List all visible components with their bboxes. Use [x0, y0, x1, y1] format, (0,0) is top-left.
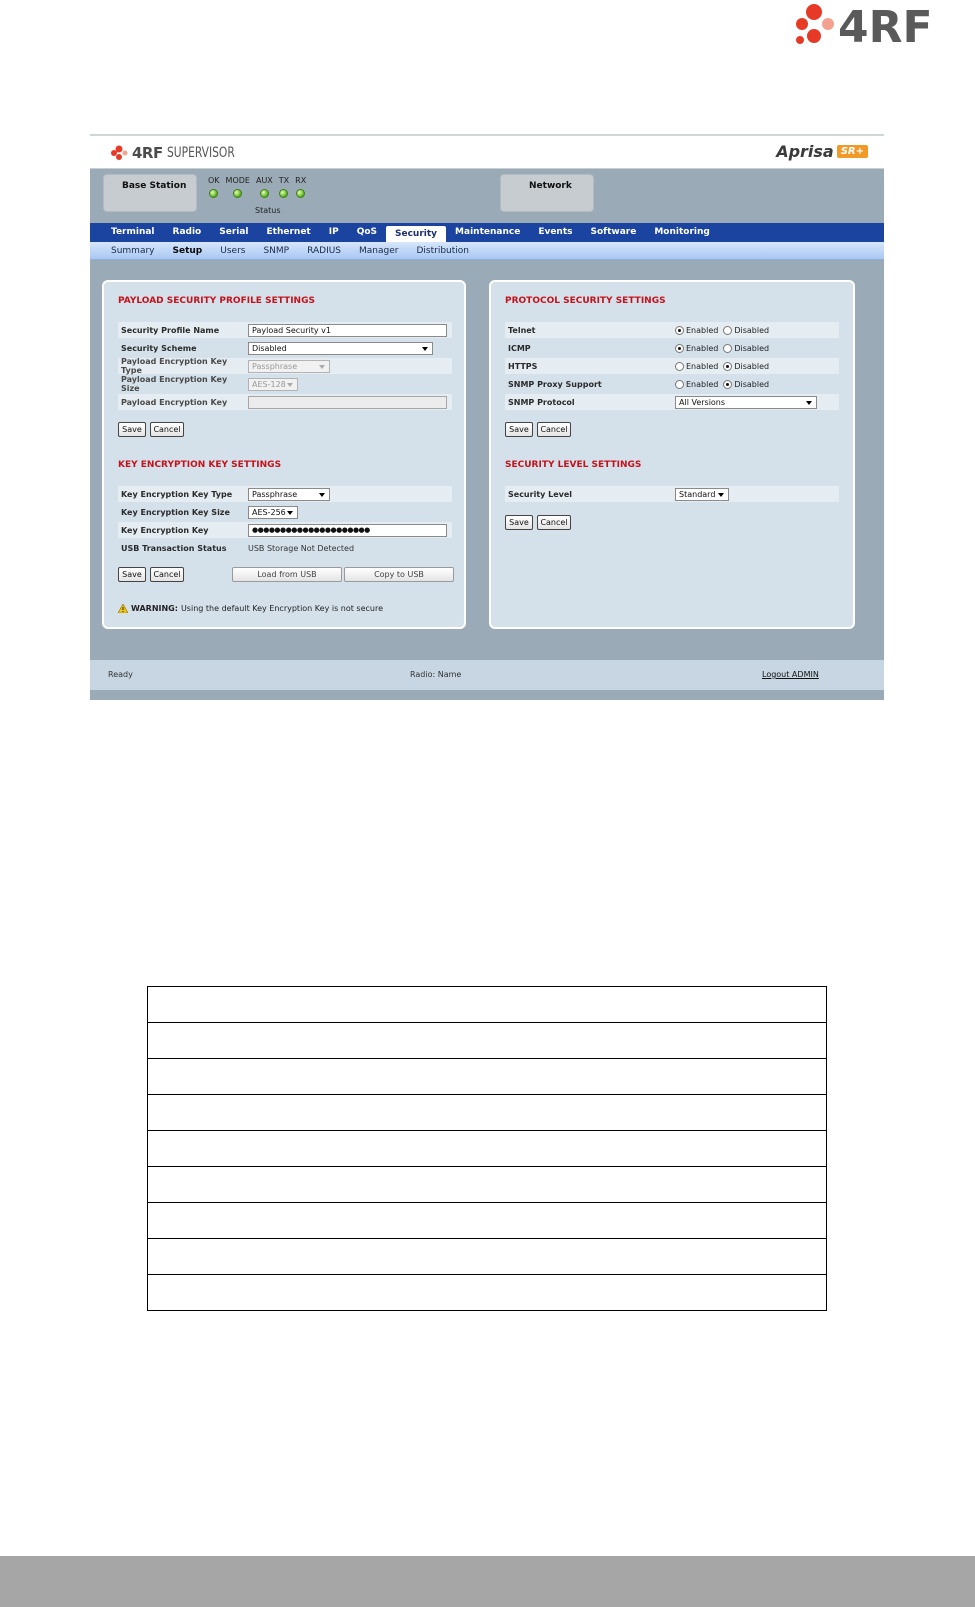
key-size-row: [118, 376, 452, 392]
4rf-mark-icon: [110, 145, 128, 161]
table-cell: [148, 1275, 827, 1311]
logout-link[interactable]: Logout ADMIN: [762, 670, 819, 679]
warning-icon: [118, 604, 128, 613]
security-level-select[interactable]: Standard: [675, 488, 729, 501]
scheme-select[interactable]: Disabled: [248, 342, 433, 355]
status-leds: [208, 176, 312, 198]
status-area: [90, 169, 884, 223]
4rf-logo: [792, 2, 962, 46]
protocol-radio-group: [675, 326, 772, 335]
table-cell: [148, 1023, 827, 1059]
kek-label: Key Encryption Key: [121, 525, 209, 535]
sub-tabs: [90, 242, 884, 260]
kek-title: KEY ENCRYPTION KEY SETTINGS: [118, 460, 282, 470]
led-ok: [208, 176, 220, 198]
tab-software[interactable]: Software: [590, 227, 637, 237]
key-type-row: [118, 358, 452, 374]
tab-events[interactable]: Events: [538, 227, 573, 237]
disabled-radio[interactable]: [723, 326, 732, 335]
protocol-cancel-button[interactable]: Cancel: [537, 422, 571, 437]
led-label: TX: [278, 176, 290, 185]
logo-product: SUPERVISOR: [166, 145, 235, 161]
level-title: SECURITY LEVEL SETTINGS: [505, 460, 642, 470]
protocol-radio-group: [675, 362, 772, 371]
security-level-row: [505, 486, 839, 502]
page-footer-bar: [0, 1556, 975, 1607]
scheme-row: [118, 340, 452, 356]
disabled-label: Disabled: [734, 379, 770, 389]
load-from-usb-button[interactable]: Load from USB: [232, 567, 342, 582]
subtab-manager[interactable]: Manager: [359, 245, 399, 256]
led-rx: [295, 176, 306, 198]
tab-terminal[interactable]: Terminal: [111, 227, 155, 237]
enabled-radio[interactable]: [675, 326, 684, 335]
payload-key-input[interactable]: [248, 396, 447, 409]
table-row: [148, 1239, 827, 1275]
key-type-label: Payload Encryption Key Type: [121, 357, 228, 375]
footer-status: Ready: [108, 670, 133, 679]
tab-ethernet[interactable]: Ethernet: [266, 227, 311, 237]
table-cell: [148, 1095, 827, 1131]
snmp-protocol-row: [505, 394, 839, 410]
profile-name-label: Security Profile Name: [121, 325, 220, 335]
warning-bold: WARNING:: [131, 604, 178, 613]
product-name: Aprisa: [776, 142, 834, 161]
kek-cancel-button[interactable]: Cancel: [150, 567, 184, 582]
payload-panel: [102, 280, 466, 629]
table-cell: [148, 1167, 827, 1203]
kek-input[interactable]: ●●●●●●●●●●●●●●●●●●●●●: [248, 524, 447, 537]
kek-warning: [118, 604, 383, 613]
level-save-button[interactable]: Save: [505, 515, 533, 530]
protocol-label: SNMP Proxy Support: [508, 379, 602, 389]
table-row: [148, 1275, 827, 1311]
snmp-protocol-label: SNMP Protocol: [508, 397, 575, 407]
tab-ip[interactable]: IP: [328, 227, 339, 237]
tab-security[interactable]: Security: [386, 226, 446, 242]
tab-serial[interactable]: Serial: [219, 227, 249, 237]
payload-save-button[interactable]: Save: [118, 422, 146, 437]
led-label: MODE: [225, 176, 250, 185]
table-row: [148, 1203, 827, 1239]
protocol-label: ICMP: [508, 343, 531, 353]
led-indicator-icon: [296, 189, 305, 198]
disabled-radio[interactable]: [723, 380, 732, 389]
protocol-row-snmp-proxy-support: [505, 376, 839, 392]
kek-type-row: [118, 486, 452, 502]
main-tabs: [90, 223, 884, 242]
kek-save-button[interactable]: Save: [118, 567, 146, 582]
table-cell: [148, 987, 827, 1023]
table-row: [148, 1131, 827, 1167]
status-label: Status: [255, 206, 281, 215]
protocol-radio-group: [675, 380, 772, 389]
key-size-select[interactable]: AES-128: [248, 378, 298, 391]
led-indicator-icon: [260, 189, 269, 198]
table-cell: [148, 1203, 827, 1239]
app-header: [90, 136, 884, 169]
svg-text:4RF: 4RF: [838, 2, 933, 46]
profile-name-row: [118, 322, 452, 338]
payload-key-label: Payload Encryption Key: [121, 397, 228, 407]
enabled-radio[interactable]: [675, 380, 684, 389]
tab-qos[interactable]: QoS: [356, 227, 378, 237]
protocol-row-https: [505, 358, 839, 374]
table-row: [148, 1095, 827, 1131]
snmp-protocol-select[interactable]: All Versions: [675, 396, 817, 409]
protocol-row-telnet: [505, 322, 839, 338]
subtab-summary[interactable]: Summary: [111, 245, 155, 256]
protocol-save-button[interactable]: Save: [505, 422, 533, 437]
disabled-label: Disabled: [734, 343, 770, 353]
subtab-setup[interactable]: Setup: [172, 245, 203, 256]
table-row: [148, 1167, 827, 1203]
logo-brand: 4RF: [132, 144, 163, 162]
disabled-label: Disabled: [734, 325, 770, 335]
usb-status: USB Storage Not Detected: [248, 543, 355, 553]
payload-key-row: [118, 394, 452, 410]
tab-radio[interactable]: Radio: [172, 227, 202, 237]
subtab-users[interactable]: Users: [220, 245, 246, 256]
protocol-panel: [489, 280, 855, 629]
led-label: AUX: [255, 176, 273, 185]
led-label: OK: [208, 176, 220, 185]
led-indicator-icon: [233, 189, 242, 198]
copy-to-usb-button[interactable]: Copy to USB: [344, 567, 454, 582]
led-aux: [256, 176, 273, 198]
scheme-label: Security Scheme: [121, 343, 197, 353]
payload-cancel-button[interactable]: Cancel: [150, 422, 184, 437]
disabled-radio[interactable]: [723, 344, 732, 353]
level-cancel-button[interactable]: Cancel: [537, 515, 571, 530]
enabled-label: Enabled: [686, 343, 719, 353]
security-level-label: Security Level: [508, 489, 573, 499]
led-indicator-icon: [209, 189, 218, 198]
protocol-radio-group: [675, 344, 772, 353]
table-row: [148, 987, 827, 1023]
table-row: [148, 1059, 827, 1095]
table-cell: [148, 1059, 827, 1095]
disabled-radio[interactable]: [723, 362, 732, 371]
subtab-snmp[interactable]: SNMP: [263, 245, 290, 256]
kek-size-row: [118, 504, 452, 520]
kek-size-label: Key Encryption Key Size: [121, 507, 230, 517]
tab-maintenance[interactable]: Maintenance: [455, 227, 521, 237]
payload-title: PAYLOAD SECURITY PROFILE SETTINGS: [118, 296, 315, 306]
document-table: [147, 986, 827, 1311]
kek-type-select[interactable]: Passphrase: [248, 488, 330, 501]
enabled-label: Enabled: [686, 325, 719, 335]
key-size-label: Payload Encryption Key Size: [121, 375, 228, 393]
kek-size-select[interactable]: AES-256: [248, 506, 298, 519]
warning-text: Using the default Key Encryption Key is not secure: [180, 604, 384, 613]
protocol-label: HTTPS: [508, 361, 538, 371]
supervisor-logo: [110, 144, 246, 162]
usb-label: USB Transaction Status: [121, 543, 227, 553]
protocol-row-icmp: [505, 340, 839, 356]
enabled-radio[interactable]: [675, 344, 684, 353]
table-cell: [148, 1131, 827, 1167]
supervisor-screenshot: [90, 134, 884, 700]
enabled-label: Enabled: [686, 379, 719, 389]
footer-radio: Radio: Name: [410, 670, 462, 679]
subtab-radius[interactable]: RADIUS: [307, 245, 342, 256]
table-cell: [148, 1239, 827, 1275]
key-type-select[interactable]: Passphrase: [248, 360, 330, 373]
status-footer: [90, 660, 884, 690]
led-label: RX: [295, 176, 307, 185]
enabled-label: Enabled: [686, 361, 719, 371]
tab-monitoring[interactable]: Monitoring: [654, 227, 710, 237]
led-mode: [226, 176, 250, 198]
product-badge: SR+: [837, 145, 868, 158]
protocol-label: Telnet: [508, 325, 536, 335]
led-tx: [279, 176, 289, 198]
disabled-label: Disabled: [734, 361, 770, 371]
network-box[interactable]: Network: [500, 174, 594, 212]
aprisa-logo: [776, 142, 868, 161]
kek-type-label: Key Encryption Key Type: [121, 489, 233, 499]
subtab-distribution[interactable]: Distribution: [416, 245, 469, 256]
table-row: [148, 1023, 827, 1059]
led-indicator-icon: [279, 189, 288, 198]
protocol-title: PROTOCOL SECURITY SETTINGS: [505, 296, 666, 306]
profile-name-input[interactable]: Payload Security v1: [248, 324, 447, 337]
enabled-radio[interactable]: [675, 362, 684, 371]
kek-row: [118, 522, 452, 538]
station-box[interactable]: Base Station: [103, 174, 197, 212]
usb-row: [118, 540, 452, 556]
